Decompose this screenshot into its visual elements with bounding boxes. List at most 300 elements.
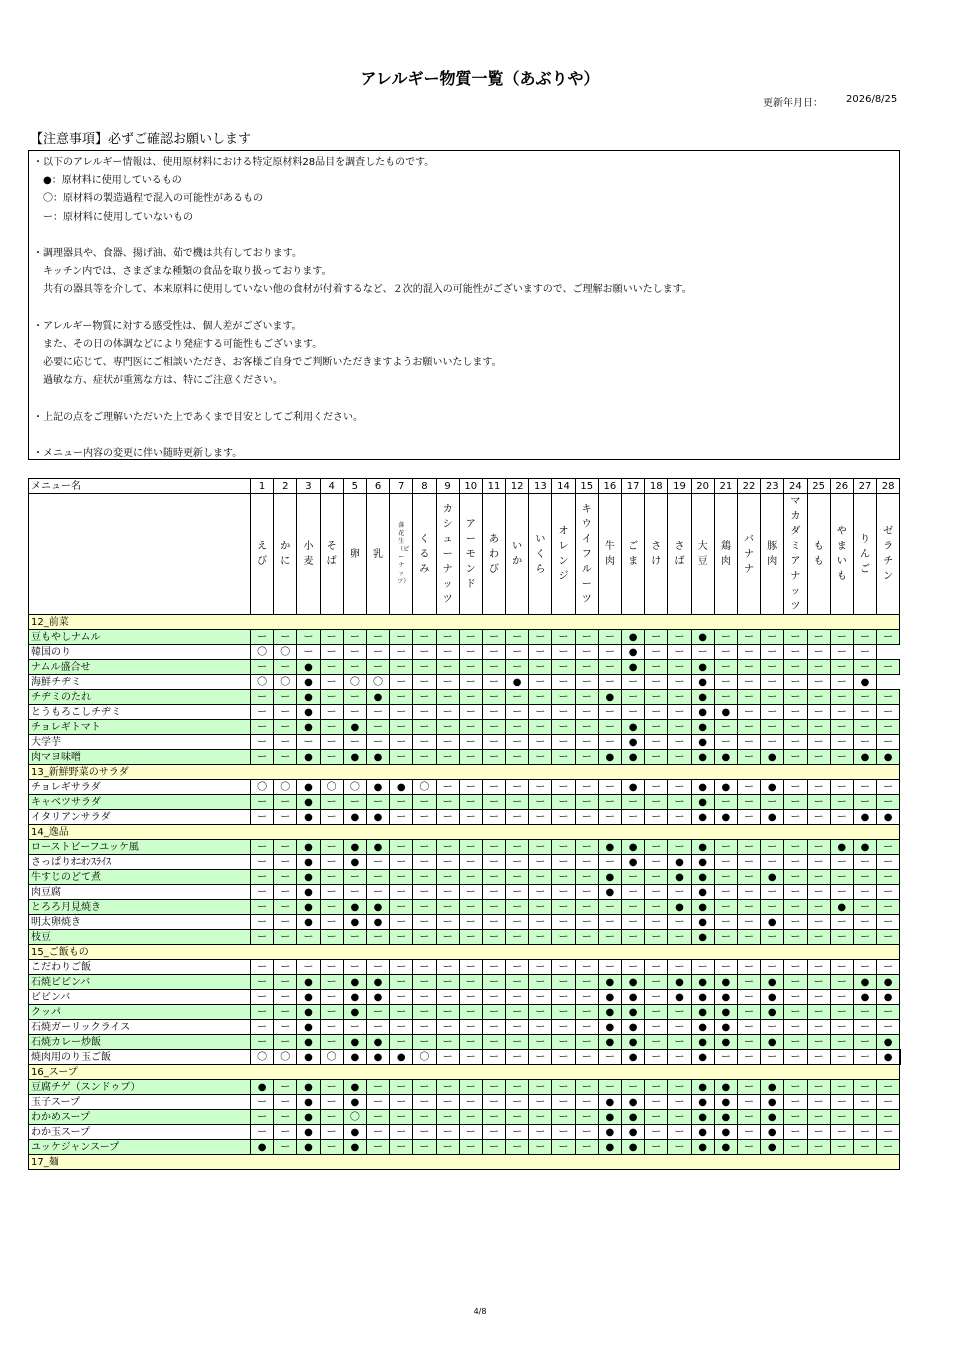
allergen-mark: ● — [297, 900, 320, 915]
allergen-mark: ー — [784, 975, 807, 990]
allergen-mark: ー — [552, 870, 575, 885]
allergen-number: 2 — [274, 479, 297, 494]
allergen-mark: ー — [714, 930, 737, 945]
menu-item-name: 大学芋 — [29, 735, 251, 750]
allergen-mark: ● — [297, 1005, 320, 1020]
allergen-mark: ー — [737, 735, 760, 750]
allergen-name-text: カシューナッツ — [442, 503, 453, 605]
allergen-mark: ● — [853, 675, 876, 690]
allergen-mark: ー — [274, 690, 297, 705]
allergen-number: 25 — [807, 479, 830, 494]
allergen-mark: ー — [459, 1050, 482, 1065]
allergen-mark: ー — [390, 720, 413, 735]
menu-item-name: 明太卵焼き — [29, 915, 251, 930]
allergen-mark: ー — [529, 930, 552, 945]
allergen-mark: 〇 — [274, 645, 297, 660]
allergen-mark: ー — [737, 645, 760, 660]
allergen-mark: ー — [366, 630, 389, 645]
allergen-mark: ー — [459, 810, 482, 825]
allergen-mark: ー — [853, 735, 876, 750]
allergen-mark: ● — [691, 1125, 714, 1140]
allergen-mark: ー — [459, 705, 482, 720]
allergen-mark: ー — [436, 735, 459, 750]
table-row — [29, 1140, 901, 1155]
allergen-mark: ー — [366, 870, 389, 885]
allergen-mark: ー — [784, 1005, 807, 1020]
allergen-mark: ● — [297, 855, 320, 870]
allergen-mark: ● — [297, 675, 320, 690]
allergen-number: 16 — [598, 479, 621, 494]
allergen-mark: ● — [714, 1005, 737, 1020]
allergen-mark: 〇 — [366, 675, 389, 690]
allergen-mark: ー — [529, 1035, 552, 1050]
allergen-mark: ● — [877, 750, 900, 765]
allergen-mark: ー — [737, 1095, 760, 1110]
allergen-mark: ー — [737, 750, 760, 765]
table-row — [29, 885, 901, 900]
allergen-mark: ー — [320, 930, 343, 945]
allergen-mark: ー — [575, 690, 598, 705]
allergen-name — [622, 494, 645, 615]
allergen-mark: ー — [853, 630, 876, 645]
allergen-mark: ー — [274, 705, 297, 720]
notice-line: ・アレルギー物質に対する感受性は、個人差がございます。 — [33, 320, 302, 332]
allergen-mark: ー — [251, 1110, 274, 1125]
allergen-mark: ● — [691, 990, 714, 1005]
allergen-mark: ● — [343, 1125, 366, 1140]
allergen-mark: ー — [390, 915, 413, 930]
allergen-mark: ー — [459, 960, 482, 975]
allergen-mark: ● — [297, 720, 320, 735]
allergen-mark: ● — [714, 1140, 737, 1155]
allergen-name — [436, 494, 459, 615]
allergen-mark: ● — [598, 885, 621, 900]
allergen-mark: ー — [459, 645, 482, 660]
allergen-mark: ー — [645, 750, 668, 765]
allergen-table — [28, 478, 901, 1170]
allergen-mark: ー — [274, 855, 297, 870]
allergen-mark: ー — [436, 1005, 459, 1020]
allergen-mark: ー — [877, 1080, 900, 1095]
allergen-mark: ー — [274, 1110, 297, 1125]
allergen-mark: ー — [668, 675, 691, 690]
allergen-mark: ー — [251, 690, 274, 705]
allergen-mark: ー — [853, 915, 876, 930]
allergen-mark: ー — [807, 660, 830, 675]
allergen-mark: ー — [714, 870, 737, 885]
allergen-mark: ● — [622, 990, 645, 1005]
notice-line: 過敏な方、症状が重篤な方は、特にご注意ください。 — [33, 375, 283, 387]
allergen-mark: ー — [251, 855, 274, 870]
allergen-mark: ー — [830, 960, 853, 975]
table-row — [29, 645, 901, 660]
allergen-mark: ー — [807, 990, 830, 1005]
allergen-mark: ー — [622, 705, 645, 720]
allergen-mark: ー — [853, 645, 876, 660]
allergen-mark: ー — [737, 885, 760, 900]
allergen-mark: ー — [622, 795, 645, 810]
allergen-mark: ー — [645, 930, 668, 945]
allergen-mark: ● — [877, 1050, 900, 1065]
allergen-mark: ー — [459, 1035, 482, 1050]
table-row — [29, 930, 901, 945]
allergen-mark: ー — [436, 1095, 459, 1110]
allergen-mark: ー — [761, 855, 784, 870]
allergen-mark: ー — [877, 855, 900, 870]
allergen-mark: ● — [691, 1035, 714, 1050]
allergen-mark: ー — [506, 735, 529, 750]
allergen-mark: ー — [436, 750, 459, 765]
allergen-mark: ● — [366, 900, 389, 915]
allergen-mark: ー — [529, 750, 552, 765]
allergen-mark: ー — [784, 675, 807, 690]
allergen-mark: ー — [413, 840, 436, 855]
allergen-mark: ● — [691, 1095, 714, 1110]
menu-name-header: メニュー名 — [29, 479, 251, 494]
allergen-mark: ー — [482, 885, 505, 900]
allergen-mark: ー — [482, 705, 505, 720]
allergen-mark: ー — [459, 915, 482, 930]
category-label: 15_ご飯もの — [29, 945, 900, 960]
allergen-mark: ● — [691, 885, 714, 900]
allergen-mark: ー — [668, 660, 691, 675]
category-label: 13_新鮮野菜のサラダ — [29, 765, 900, 780]
allergen-mark: ー — [251, 900, 274, 915]
allergen-mark: ● — [366, 915, 389, 930]
allergen-mark: ー — [784, 840, 807, 855]
allergen-mark: ー — [784, 690, 807, 705]
allergen-mark: ● — [714, 1020, 737, 1035]
allergen-mark: ー — [575, 885, 598, 900]
allergen-number: 8 — [413, 479, 436, 494]
allergen-mark: ー — [482, 1005, 505, 1020]
allergen-mark: ー — [320, 675, 343, 690]
allergen-mark: ● — [297, 780, 320, 795]
allergen-mark: ー — [482, 720, 505, 735]
allergen-mark: ー — [830, 675, 853, 690]
allergen-mark: ー — [668, 630, 691, 645]
allergen-mark: ー — [274, 660, 297, 675]
notice-line: 共有の器具等を介して、本来原料に使用していない他の食材が付着するなど、２次的混入の可能性がございますので、ご理解お願いいたします。 — [33, 284, 692, 296]
allergen-name-text: さば — [674, 541, 685, 567]
allergen-mark: ー — [390, 1020, 413, 1035]
allergen-mark: ー — [251, 930, 274, 945]
allergen-mark: ー — [529, 1050, 552, 1065]
allergen-mark: ● — [622, 1095, 645, 1110]
allergen-mark: ー — [274, 975, 297, 990]
allergen-mark: ー — [482, 900, 505, 915]
allergen-mark: ● — [506, 675, 529, 690]
allergen-mark: ー — [830, 1080, 853, 1095]
allergen-mark: ● — [366, 840, 389, 855]
allergen-mark: ー — [598, 915, 621, 930]
allergen-number: 3 — [297, 479, 320, 494]
allergen-mark: ー — [320, 1095, 343, 1110]
allergen-mark: ー — [877, 1140, 900, 1155]
allergen-number-row — [29, 479, 901, 494]
allergen-name-text: そば — [326, 541, 337, 567]
notice-line: ・調理器具や、食器、揚げ油、茹で機は共有しております。 — [33, 248, 302, 259]
allergen-mark: ー — [506, 870, 529, 885]
allergen-mark: ー — [506, 690, 529, 705]
allergen-mark: ー — [482, 1095, 505, 1110]
allergen-mark: ー — [320, 1035, 343, 1050]
allergen-number: 17 — [622, 479, 645, 494]
menu-item-name: とろろ月見焼き — [29, 900, 251, 915]
allergen-mark: ー — [598, 810, 621, 825]
allergen-mark: ー — [668, 1020, 691, 1035]
allergen-mark: ー — [366, 1125, 389, 1140]
allergen-mark: ー — [343, 645, 366, 660]
allergen-mark: ー — [830, 915, 853, 930]
allergen-mark: ー — [784, 705, 807, 720]
allergen-mark: ● — [622, 1110, 645, 1125]
allergen-mark: ー — [737, 810, 760, 825]
allergen-mark: ● — [297, 870, 320, 885]
allergen-mark: ー — [529, 1005, 552, 1020]
allergen-mark: ● — [714, 705, 737, 720]
allergen-mark: ー — [877, 900, 900, 915]
table-row — [29, 915, 901, 930]
allergen-mark: ● — [691, 780, 714, 795]
allergen-mark: ● — [622, 720, 645, 735]
allergen-mark: ● — [297, 750, 320, 765]
allergen-mark: 〇 — [251, 675, 274, 690]
allergen-mark: ● — [668, 990, 691, 1005]
table-row — [29, 675, 901, 690]
allergen-number: 12 — [506, 479, 529, 494]
allergen-mark: ー — [668, 930, 691, 945]
menu-item-name: わかめスープ — [29, 1110, 251, 1125]
allergen-mark: ー — [668, 840, 691, 855]
allergen-mark: ー — [830, 690, 853, 705]
allergen-mark: ー — [807, 1005, 830, 1020]
notice-line: ・メニュー内容の変更に伴い随時更新します。 — [33, 448, 243, 460]
allergen-mark: ー — [668, 645, 691, 660]
allergen-name — [343, 494, 366, 615]
allergen-mark: ● — [853, 975, 876, 990]
allergen-mark: ー — [251, 795, 274, 810]
allergen-mark: ー — [390, 840, 413, 855]
allergen-mark: ● — [691, 630, 714, 645]
allergen-mark: ー — [320, 975, 343, 990]
allergen-mark: ー — [668, 1005, 691, 1020]
allergen-mark: ー — [506, 780, 529, 795]
allergen-mark: ー — [784, 960, 807, 975]
allergen-mark: ー — [390, 855, 413, 870]
allergen-mark: ー — [413, 1095, 436, 1110]
allergen-number: 24 — [784, 479, 807, 494]
allergen-number: 18 — [645, 479, 668, 494]
allergen-mark: ー — [413, 885, 436, 900]
allergen-mark: ー — [575, 705, 598, 720]
allergen-mark: ー — [482, 795, 505, 810]
allergen-mark: ー — [807, 720, 830, 735]
allergen-mark: ● — [691, 705, 714, 720]
allergen-mark: ー — [645, 780, 668, 795]
allergen-mark: ー — [830, 810, 853, 825]
allergen-number: 20 — [691, 479, 714, 494]
allergen-number: 11 — [482, 479, 505, 494]
allergen-mark: ● — [297, 1080, 320, 1095]
allergen-mark: ー — [784, 1080, 807, 1095]
allergen-mark: ー — [506, 1035, 529, 1050]
allergen-mark: ー — [622, 930, 645, 945]
allergen-number: 6 — [366, 479, 389, 494]
allergen-mark: ー — [807, 690, 830, 705]
allergen-mark: ー — [390, 1095, 413, 1110]
allergen-name — [598, 494, 621, 615]
allergen-mark: ー — [482, 645, 505, 660]
allergen-mark: ● — [622, 630, 645, 645]
allergen-mark: ー — [830, 630, 853, 645]
allergen-mark: ー — [390, 960, 413, 975]
allergen-mark: ー — [622, 1080, 645, 1095]
allergen-mark: ー — [506, 1110, 529, 1125]
allergen-mark: ー — [737, 960, 760, 975]
allergen-mark: ー — [668, 1125, 691, 1140]
allergen-mark: ー — [482, 660, 505, 675]
allergen-mark: ー — [552, 810, 575, 825]
allergen-mark: ー — [529, 1080, 552, 1095]
allergen-mark: ー — [251, 885, 274, 900]
allergen-mark: ー — [482, 915, 505, 930]
allergen-name — [737, 494, 760, 615]
allergen-mark: ー — [320, 660, 343, 675]
category-row — [29, 1065, 901, 1080]
allergen-mark: ー — [506, 705, 529, 720]
allergen-mark: ー — [552, 840, 575, 855]
allergen-mark: ー — [343, 870, 366, 885]
allergen-mark: ー — [436, 1110, 459, 1125]
allergen-name — [297, 494, 320, 615]
allergen-mark: ー — [761, 720, 784, 735]
allergen-mark: ー — [366, 1020, 389, 1035]
allergen-mark: ー — [459, 1095, 482, 1110]
allergen-mark: ー — [622, 675, 645, 690]
allergen-mark: ー — [482, 630, 505, 645]
allergen-mark: ● — [691, 1140, 714, 1155]
allergen-mark: ● — [343, 1140, 366, 1155]
table-row — [29, 1005, 901, 1020]
allergen-mark: ー — [552, 720, 575, 735]
allergen-mark: ー — [668, 1110, 691, 1125]
allergen-mark: ● — [598, 750, 621, 765]
allergen-mark: ー — [877, 705, 900, 720]
allergen-mark: ー — [320, 960, 343, 975]
allergen-mark: ー — [251, 705, 274, 720]
allergen-mark: ー — [320, 1020, 343, 1035]
allergen-mark: ー — [413, 1005, 436, 1020]
allergen-mark: ー — [482, 750, 505, 765]
allergen-mark: ● — [691, 795, 714, 810]
table-row — [29, 960, 901, 975]
menu-item-name: 豆もやしナムル — [29, 630, 251, 645]
allergen-mark: ー — [598, 735, 621, 750]
category-row — [29, 765, 901, 780]
allergen-mark: ー — [274, 870, 297, 885]
allergen-mark: ー — [552, 795, 575, 810]
allergen-mark: ー — [807, 915, 830, 930]
allergen-mark: ー — [343, 630, 366, 645]
allergen-mark: ー — [853, 1020, 876, 1035]
allergen-mark: ー — [877, 870, 900, 885]
allergen-mark: ー — [506, 810, 529, 825]
allergen-mark: ー — [390, 735, 413, 750]
allergen-mark: ー — [436, 990, 459, 1005]
allergen-mark: ー — [714, 675, 737, 690]
allergen-mark: ー — [366, 660, 389, 675]
table-row — [29, 630, 901, 645]
allergen-mark: ● — [598, 1140, 621, 1155]
allergen-mark: ー — [737, 855, 760, 870]
allergen-mark: ー — [459, 930, 482, 945]
allergen-number: 5 — [343, 479, 366, 494]
allergen-mark: ー — [761, 840, 784, 855]
allergen-name-text: あわび — [488, 533, 499, 575]
allergen-mark: ー — [459, 1140, 482, 1155]
allergen-name-text: くるみ — [419, 533, 430, 575]
allergen-mark: ー — [436, 705, 459, 720]
allergen-mark: ー — [575, 930, 598, 945]
allergen-mark: ● — [622, 1005, 645, 1020]
allergen-mark: ー — [413, 795, 436, 810]
allergen-mark: ー — [807, 1080, 830, 1095]
allergen-mark: ー — [877, 840, 900, 855]
allergen-mark: ー — [598, 795, 621, 810]
allergen-mark: ー — [436, 885, 459, 900]
allergen-mark: ー — [482, 1035, 505, 1050]
allergen-mark: ー — [645, 810, 668, 825]
allergen-mark: ー — [737, 930, 760, 945]
allergen-mark: ー — [274, 960, 297, 975]
allergen-mark: ー — [761, 705, 784, 720]
allergen-mark: ● — [761, 1125, 784, 1140]
allergen-mark: ー — [320, 720, 343, 735]
allergen-mark: ● — [598, 690, 621, 705]
allergen-mark: ー — [552, 735, 575, 750]
notice-line: キッチン内では、さまざまな種類の食品を取り扱っております。 — [33, 266, 332, 278]
table-row — [29, 795, 901, 810]
allergen-mark: ● — [343, 975, 366, 990]
table-row — [29, 1095, 901, 1110]
allergen-mark: ー — [877, 660, 900, 675]
allergen-mark: ー — [251, 630, 274, 645]
allergen-mark: ー — [807, 885, 830, 900]
allergen-number: 28 — [877, 479, 900, 494]
allergen-number: 10 — [459, 479, 482, 494]
allergen-mark: ● — [761, 975, 784, 990]
allergen-mark: ー — [436, 855, 459, 870]
allergen-mark: ー — [413, 990, 436, 1005]
allergen-mark: ー — [830, 1035, 853, 1050]
allergen-mark: ー — [714, 900, 737, 915]
allergen-mark: ー — [575, 645, 598, 660]
allergen-mark: ー — [436, 1035, 459, 1050]
allergen-mark: ー — [506, 900, 529, 915]
allergen-name — [807, 494, 830, 615]
allergen-mark: ● — [622, 1050, 645, 1065]
allergen-mark: ー — [274, 885, 297, 900]
allergen-name — [413, 494, 436, 615]
allergen-name — [529, 494, 552, 615]
allergen-mark: ー — [575, 1080, 598, 1095]
allergen-mark: ー — [830, 720, 853, 735]
allergen-mark: ー — [807, 735, 830, 750]
allergen-mark: ー — [668, 1050, 691, 1065]
allergen-mark: ● — [622, 1125, 645, 1140]
allergen-mark: ● — [691, 1005, 714, 1020]
